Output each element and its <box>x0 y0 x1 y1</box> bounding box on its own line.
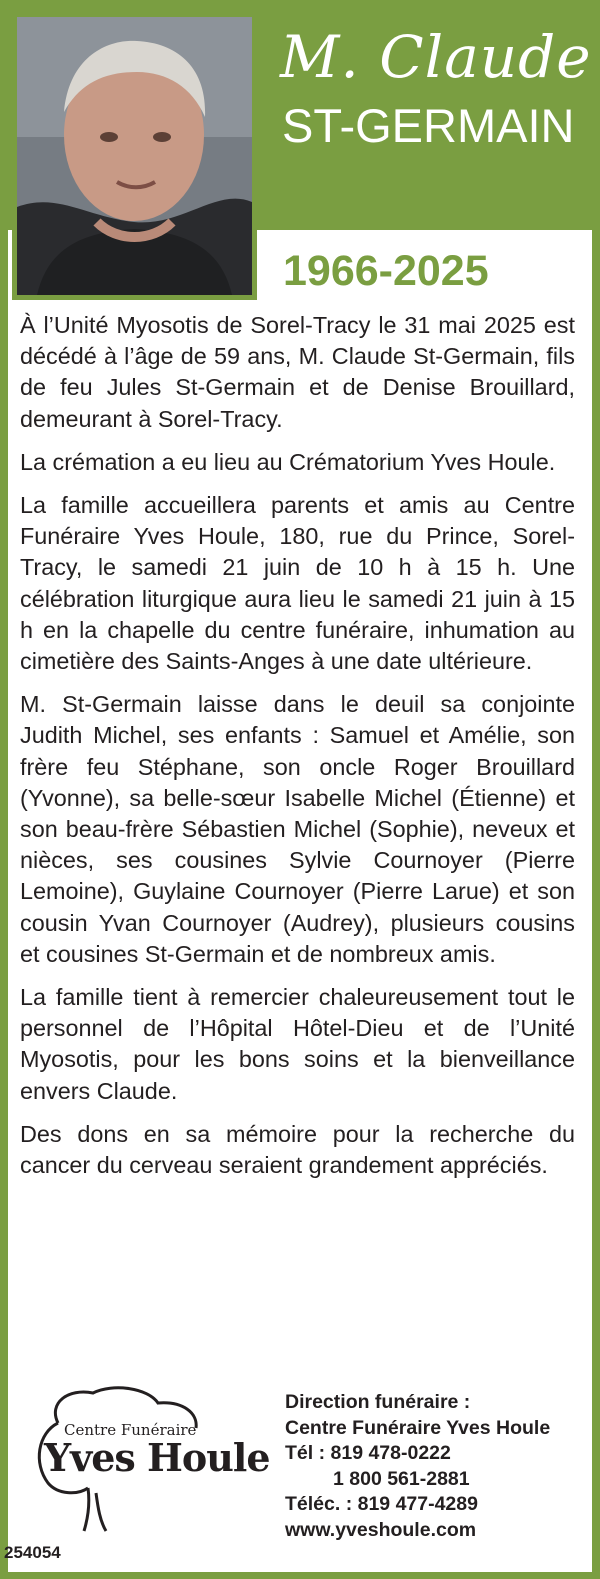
logo-line1: Centre Funéraire <box>64 1421 197 1439</box>
life-years: 1966-2025 <box>283 247 489 295</box>
deceased-first-name: M. Claude <box>280 23 592 91</box>
paragraph-donations: Des dons en sa mémoire pour la recherche du cancer du cerveau seraient grandement appréciés. <box>20 1120 575 1179</box>
contact-company: Centre Funéraire Yves Houle <box>285 1416 551 1439</box>
obituary-text <box>20 310 575 1193</box>
paragraph-death: À l’Unité Myosotis de Sorel-Tracy le 31 mai 2025 est décédé à l’âge de 59 ans, M. Claude St-Germain, fils de feu Jules St-Germain et de Denise Brouillard, demeurant à Sorel-Tracy. <box>20 312 575 432</box>
paragraph-cremation: La crémation a eu lieu au Crématorium Yves Houle. <box>20 448 556 475</box>
contact-website[interactable]: www.yveshoule.com <box>285 1518 477 1541</box>
logo-line2: Yves Houle <box>44 1435 270 1480</box>
portrait-illustration <box>17 17 252 295</box>
portrait-frame <box>12 12 257 300</box>
contact-phone: Tél : 819 478-0222 <box>285 1442 451 1464</box>
portrait-photo <box>17 17 252 295</box>
contact-fax: Téléc. : 819 477-4289 <box>285 1493 478 1515</box>
contact-phone-tollfree: 1 800 561-2881 <box>333 1467 470 1490</box>
paragraph-family: M. St-Germain laisse dans le deuil sa conjointe Judith Michel, ses enfants : Samuel et Amélie, son frère feu Stéphane, son oncle Roger Brouillard (Yvonne), sa belle-sœur Isabelle Michel (Étienne) et son beau-frère Sébastien Michel (Sophie), neveux et nièces, ses cousines Sylvie Cournoyer (Pierre Lemoine), Guylaine Cournoyer (Pierre Larue) et son cousin Yvan Cournoyer (Audrey), plusieurs cousins et cousines St-Germain et de nombreux amis. <box>20 691 575 967</box>
deceased-last-name: ST-GERMAIN <box>282 99 575 152</box>
funeral-home-logo <box>18 1383 268 1533</box>
reference-number: 254054 <box>4 1543 61 1562</box>
contact-heading: Direction funéraire : <box>285 1391 471 1413</box>
contact-block <box>285 1390 585 1543</box>
paragraph-visitation: La famille accueillera parents et amis au Centre Funéraire Yves Houle, 180, rue du Prince, Sorel-Tracy, le samedi 21 juin de 10 h à 15 h. Une célébration liturgique aura lieu le samedi 21 juin à 15 h en la chapelle du centre funéraire, inhumation au cimetière des Saints-Anges à une date ultérieure. <box>20 492 575 675</box>
paragraph-thanks: La famille tient à remercier chaleureusement tout le personnel de l’Hôpital Hôtel-Dieu et de l’Unité Myosotis, pour les bons soins et la bienveillance envers Claude. <box>20 984 575 1104</box>
